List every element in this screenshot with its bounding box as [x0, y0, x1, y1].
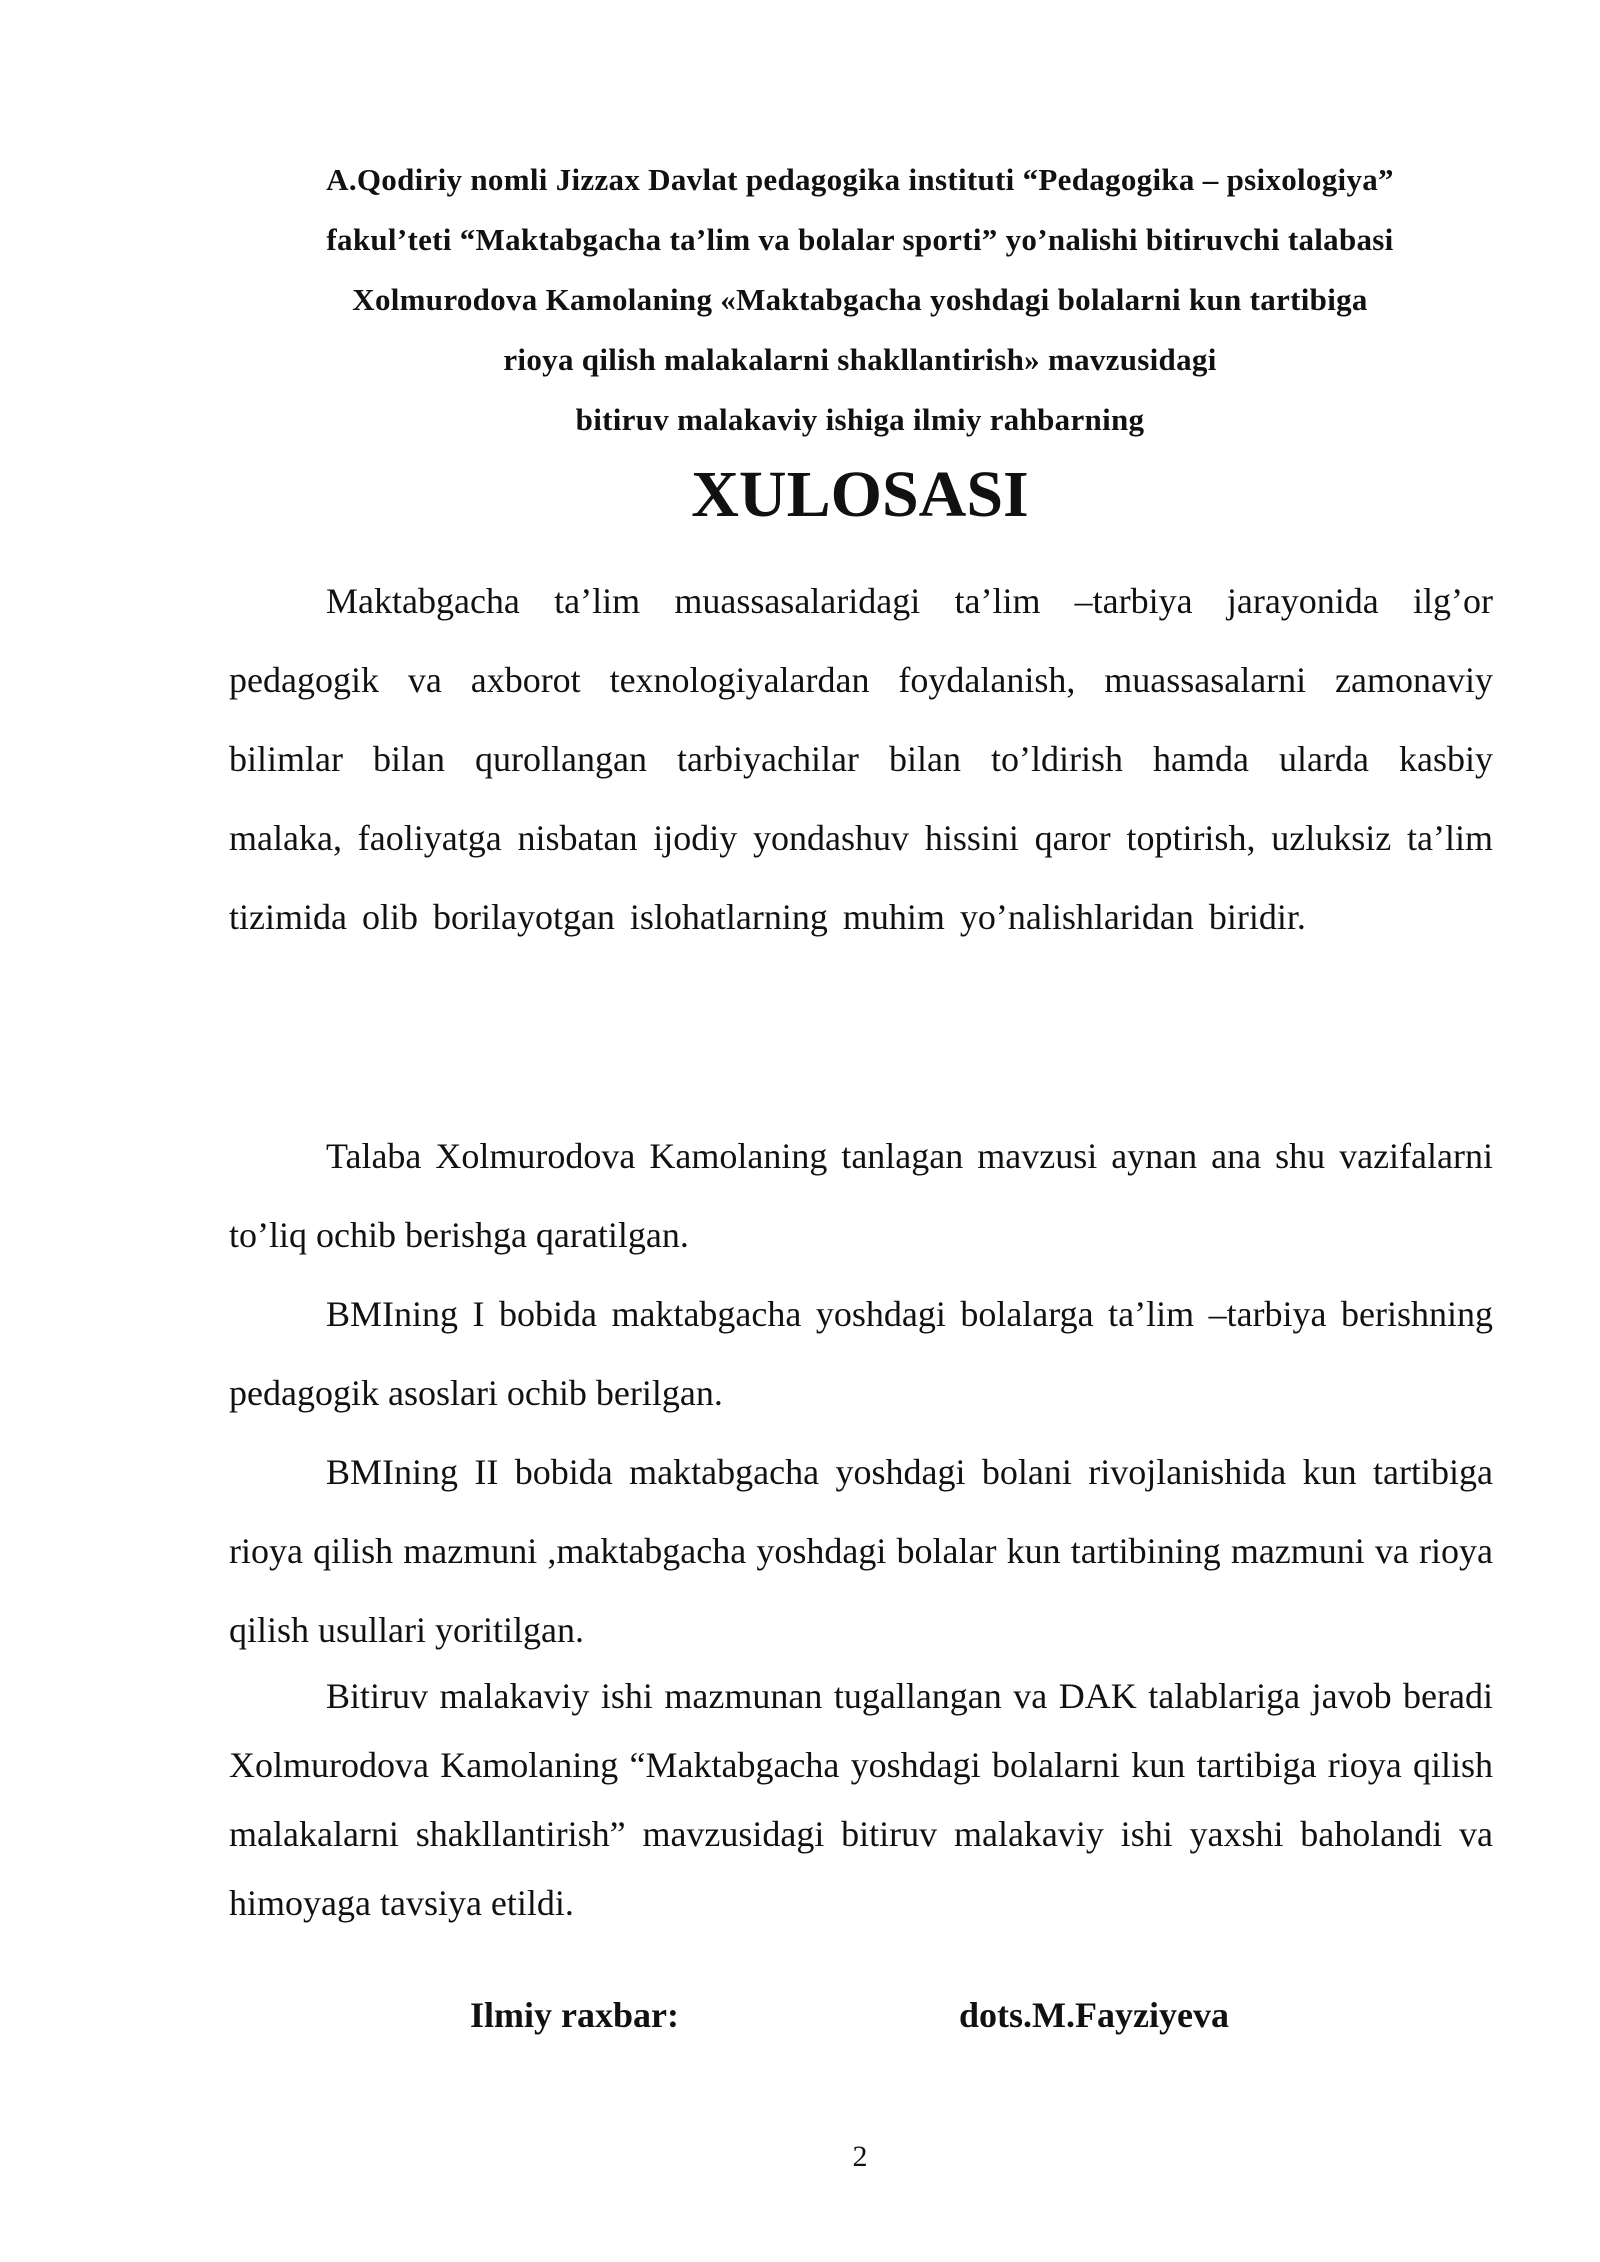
signature-label: Ilmiy raxbar:: [470, 1995, 679, 2035]
paragraph-block: [229, 1275, 1493, 1433]
page-number: 2: [852, 2140, 868, 2173]
signature-name: dots.M.Fayziyeva: [959, 1995, 1229, 2035]
body-paragraph: BMIning I bobida maktabgacha yoshdagi bolalarga ta’lim –tarbiya berishning pedagogik asoslari ochib berilgan.: [229, 1294, 1493, 1413]
paragraph-block: [229, 1117, 1493, 1275]
heading-line: A.Qodiriy nomli Jizzax Davlat pedagogika instituti “Pedagogika – psixologiya”: [326, 162, 1394, 197]
body-paragraph: Talaba Xolmurodova Kamolaning tanlagan mavzusi aynan ana shu vazifalarni to’liq ochib berishga qaratilgan.: [229, 1136, 1493, 1255]
paragraph-block: [229, 1662, 1493, 1938]
body-paragraph: BMIning II bobida maktabgacha yoshdagi bolani rivojlanishida kun tartibiga rioya qilish mazmuni ,maktabgacha yoshdagi bolalar kun tartibining mazmuni va rioya qilish usullari yoritilgan.: [229, 1452, 1493, 1650]
document-heading: [200, 150, 1520, 450]
document-title: XULOSASI: [691, 458, 1029, 531]
paragraph-block: [229, 562, 1493, 957]
body-paragraph: Bitiruv malakaviy ishi mazmunan tugallangan va DAK talablariga javob beradi Xolmurodova Kamolaning “Maktabgacha yoshdagi bolalarni kun tartibiga rioya qilish malakalarni shakllantirish” mavzusidagi bitiruv malakaviy ishi yaxshi baholandi va himoyaga tavsiya etildi.: [229, 1676, 1493, 1923]
heading-line: rioya qilish malakalarni shakllantirish» mavzusidagi: [503, 342, 1217, 377]
heading-line: bitiruv malakaviy ishiga ilmiy rahbarning: [575, 402, 1145, 437]
heading-line: Xolmurodova Kamolaning «Maktabgacha yoshdagi bolalarni kun tartibiga: [352, 282, 1368, 317]
paragraph-block: [229, 1433, 1493, 1670]
body-paragraph: Maktabgacha ta’lim muassasalaridagi ta’lim –tarbiya jarayonida ilg’or pedagogik va axborot texnologiyalardan foydalanish, muassasalarni zamonaviy bilimlar bilan qurollangan tarbiyachilar bilan to’ldirish hamda ularda kasbiy malaka, faoliyatga nisbatan ijodiy yondashuv hissini qaror toptirish, uzluksiz ta’lim tizimida olib borilayotgan islohatlarning muhim yo’nalishlaridan biridir.: [229, 581, 1493, 937]
heading-line: fakul’teti “Maktabgacha ta’lim va bolalar sporti” yo’nalishi bitiruvchi talabasi: [326, 222, 1394, 257]
